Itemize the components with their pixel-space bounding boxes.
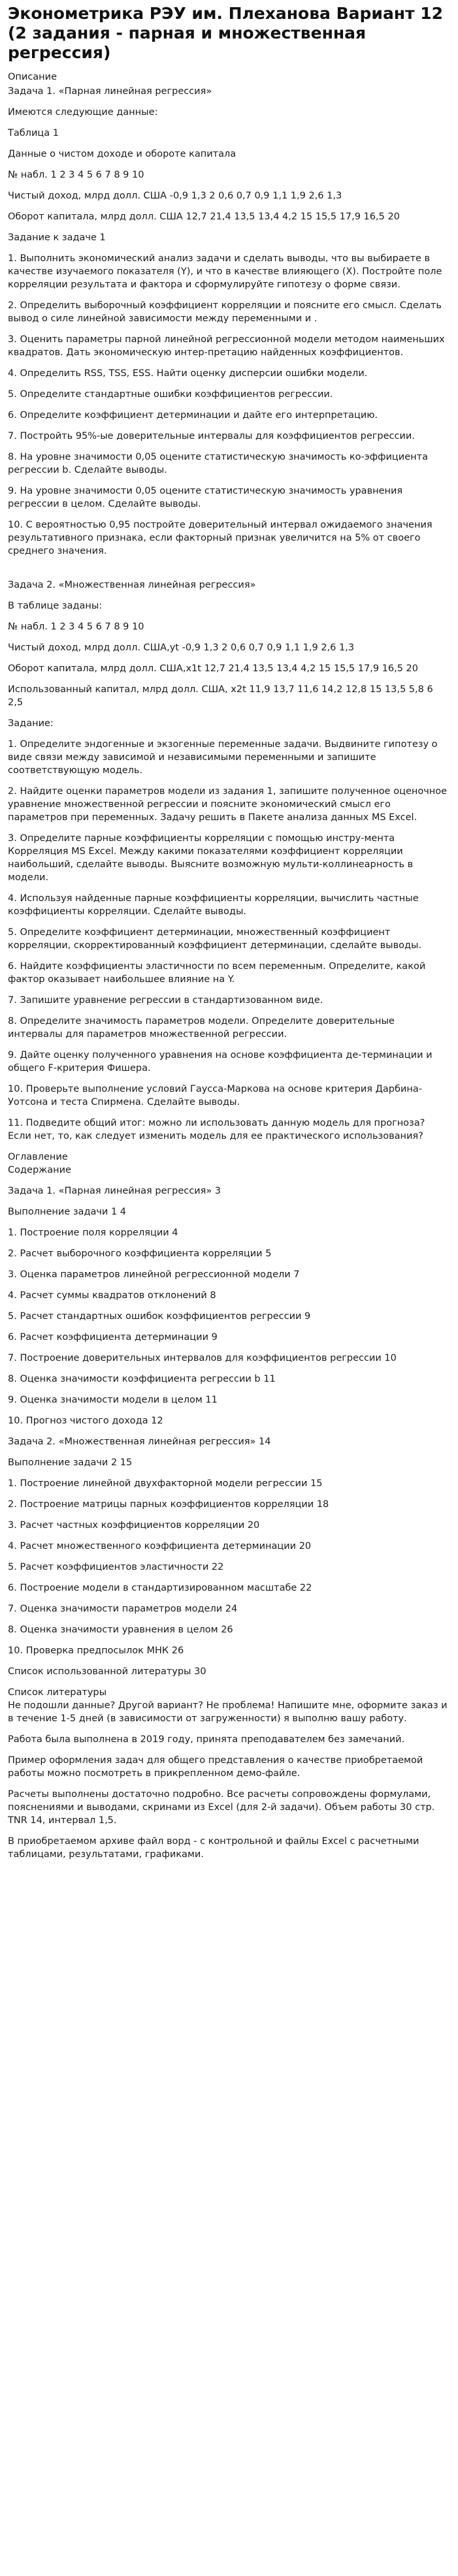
toc-item: 10. Проверка предпосылок МНК 26 (8, 1646, 184, 1656)
task2-item-1: 1. Определите эндогенные и экзогенные переменные задачи. Выдвините гипотезу о виде связи между зависимой и независимыми переменными и запишите соответствующую модель. (8, 739, 438, 776)
toc-item: 1. Построение линейной двухфакторной модели регрессии 15 (8, 1478, 323, 1489)
task2-item-8: 8. Определите значимость параметров модели. Определите доверительные интервалы для параметров множественной регрессии. (8, 1016, 395, 1040)
task1-item-9: 9. На уровне значимости 0,05 оцените статистическую значимость уравнения регрессии в целом. Сделайте выводы. (8, 486, 403, 509)
task1-item-5: 5. Определите стандартные ошибки коэффициентов регрессии. (8, 389, 333, 400)
task2-item-9: 9. Дайте оценку полученного уравнения на основе коэффициента де-терминации и общего F-критерия Фишера. (8, 1050, 433, 1073)
task2-assignment-heading: Задание: (8, 718, 54, 729)
task1-item-3: 3. Оценить параметры парной линейной регрессионной модели методом наименьших квадратов. Дать экономическую интер-претацию найденных коэффициентов. (8, 334, 445, 358)
task2-item-3: 3. Определите парные коэффициенты корреляции с помощью инстру-мента Корреляция MS Excel. Между какими показателями коэффициент корреляции наибольший, сделайте выводы. Выясните возможную мульти-коллинеарность в модели. (8, 833, 414, 883)
section-spacer (8, 565, 450, 579)
task2-item-5: 5. Определите коэффициент детерминации, множественный коэффициент корреляции, скорректированный коэффициент детерминации, сделайте выводы. (8, 927, 422, 951)
toc-item: Выполнение задачи 2 15 (8, 1457, 133, 1468)
footer-paragraph: Работа была выполнена в 2019 году, принята преподавателем без замечаний. (8, 1734, 405, 1745)
toc-item: Задача 1. «Парная линейная регрессия» 3 (8, 1186, 221, 1196)
toc-item: 3. Расчет частных коэффициентов корреляции 20 (8, 1520, 260, 1531)
toc-item: 5. Расчет стандартных ошибок коэффициентов регрессии 9 (8, 1311, 311, 1322)
task1-section (8, 85, 450, 558)
task2-item-10: 10. Проверьте выполнение условий Гаусса-Маркова на основе критерия Дарбина-Уотсона и теста Спирмена. Сделайте выводы. (8, 1084, 422, 1107)
toc-item: 7. Построение доверительных интервалов для коэффициентов регрессии 10 (8, 1353, 397, 1363)
task2-item-2: 2. Найдите оценки параметров модели из задания 1, запишите полученное оценочное уравнение множественной регрессии и поясните экономический смысл его параметров при переменных. Задачу решить в Пакете анализа данных MS Excel. (8, 786, 448, 823)
toc-outline-label: Оглавление (8, 1152, 68, 1162)
footer-paragraph: Не подошли данные? Другой вариант? Не проблема! Напишите мне, оформите заказ и в течение 1-5 дней (в зависимости от загруженности) я выполню вашу работу. (8, 1700, 448, 1724)
toc-item: 4. Расчет суммы квадратов отклонений 8 (8, 1290, 216, 1301)
task2-row-income: Чистый доход, млрд долл. США,yt -0,9 1,3 2 0,6 0,7 0,9 1,1 1,9 2,6 1,3 (8, 643, 355, 653)
task1-item-6: 6. Определите коэффициент детерминации и дайте его интерпретацию. (8, 410, 378, 421)
task2-row-capital: Оборот капитала, млрд долл. США,x1t 12,7 21,4 13,5 13,4 4,2 15 15,5 17,9 16,5 20 (8, 663, 419, 674)
footer-paragraph: В приобретаемом архиве файл ворд - с контрольной и файлы Excel с расчетными таблицами, результатами, графиками. (8, 1836, 419, 1860)
task2-row-n: № набл. 1 2 3 4 5 6 7 8 9 10 (8, 622, 144, 632)
task1-row-n: № набл. 1 2 3 4 5 6 7 8 9 10 (8, 170, 144, 180)
toc-item: Задача 2. «Множественная линейная регрессия» 14 (8, 1437, 271, 1447)
toc-item: Список использованной литературы 30 (8, 1666, 206, 1677)
toc-item: 10. Прогноз чистого дохода 12 (8, 1416, 163, 1426)
toc-section (8, 1151, 450, 1678)
task2-item-4: 4. Используя найденные парные коэффициенты корреляции, вычислить частные коэффициенты корреляции. Сделайте выводы. (8, 893, 419, 917)
footer-paragraph: Пример оформления задач для общего представления о качестве приобретаемой работы можно посмотреть в прикрепленном демо-файле. (8, 1755, 423, 1779)
task2-item-6: 6. Найдите коэффициенты эластичности по всем переменным. Определите, какой фактор оказывает наибольшее влияние на Y. (8, 961, 426, 985)
toc-item: Выполнение задачи 1 4 (8, 1207, 127, 1217)
toc-item: 1. Построение поля корреляции 4 (8, 1228, 178, 1238)
task1-intro: Имеются следующие данные: (8, 107, 158, 118)
toc-item: 8. Оценка значимости коэффициента регрессии b 11 (8, 1374, 276, 1384)
task1-heading: Задача 1. «Парная линейная регрессия» (8, 86, 212, 97)
task2-item-11: 11. Подведите общий итог: можно ли использовать данную модель для прогноза? Если нет, то, как следует изменить модель для ее практического использования? (8, 1118, 425, 1141)
task1-item-8: 8. На уровне значимости 0,05 оцените статистическую значимость ко-эффициента регрессии b. Сделайте выводы. (8, 452, 428, 475)
toc-item: 2. Построение матрицы парных коэффициентов корреляции 18 (8, 1499, 329, 1510)
toc-item: 6. Расчет коэффициента детерминации 9 (8, 1332, 218, 1343)
task1-row-capital: Оборот капитала, млрд долл. США 12,7 21,4 13,5 13,4 4,2 15 15,5 17,9 16,5 20 (8, 212, 400, 222)
task1-item-4: 4. Определить RSS, TSS, ESS. Найти оценку дисперсии ошибки модели. (8, 368, 368, 379)
toc-item: 6. Построение модели в стандартизированном масштабе 22 (8, 1583, 312, 1593)
task2-row-used: Использованный капитал, млрд долл. США, x2t 11,9 13,7 11,6 14,2 12,8 15 13,5 5,8 6 2,5 (8, 684, 433, 708)
footer-paragraph: Расчеты выполнены достаточно подробно. Все расчеты сопровождены формулами, пояснениями и выводами, скринами из Excel (для 2-й задачи). Объем работы 30 стр. TNR 14, интервал 1,5. (8, 1789, 435, 1826)
task1-item-1: 1. Выполнить экономический анализ задачи и сделать выводы, что вы выбираете в качестве изучаемого показателя (Y), и что в качестве влияющего (X). Постройте поле корреляции результата и фактора и сформулируйте гипотезу о форме связи. (8, 253, 442, 290)
footer-section (8, 1686, 450, 1861)
toc-contents-label: Содержание (8, 1165, 71, 1175)
task1-table-subcaption: Данные о чистом доходе и обороте капитала (8, 149, 237, 159)
task1-row-income: Чистый доход, млрд долл. США -0,9 1,3 2 0,6 0,7 0,9 1,1 1,9 2,6 1,3 (8, 191, 342, 201)
toc-item: 4. Расчет множественного коэффициента детерминации 20 (8, 1541, 312, 1551)
task1-item-2: 2. Определить выборочный коэффициент корреляции и поясните его смысл. Сделать вывод о силе линейной зависимости между переменными и . (8, 300, 442, 324)
task1-table-caption: Таблица 1 (8, 128, 59, 138)
document-title: Эконометрика РЭУ им. Плеханова Вариант 12 (2 задания - парная и множественная регрессия) (8, 4, 444, 62)
references-label: Список литературы (8, 1687, 107, 1698)
task2-item-7: 7. Запишите уравнение регрессии в стандартизованном виде. (8, 995, 323, 1006)
toc-item: 3. Оценка параметров линейной регрессионной модели 7 (8, 1269, 300, 1280)
toc-item: 2. Расчет выборочного коэффициента корреляции 5 (8, 1248, 272, 1259)
toc-item: 5. Расчет коэффициентов эластичности 22 (8, 1562, 224, 1572)
task1-assignment-heading: Задание к задаче 1 (8, 232, 106, 243)
task1-item-10: 10. С вероятностью 0,95 постройте доверительный интервал ожидаемого значения результативного признака, если факторный признак увеличится на 5% от своего среднего значения. (8, 520, 433, 556)
toc-item: 7. Оценка значимости параметров модели 24 (8, 1604, 238, 1614)
task2-intro: В таблице заданы: (8, 601, 103, 611)
toc-item: 9. Оценка значимости модели в целом 11 (8, 1395, 218, 1405)
task2-section (8, 579, 450, 1143)
description-label: Описание (8, 72, 57, 82)
task2-heading: Задача 2. «Множественная линейная регрессия» (8, 580, 256, 590)
task1-item-7: 7. Постройть 95%-ые доверительные интервалы для коэффициентов регрессии. (8, 431, 415, 441)
toc-item: 8. Оценка значимости уравнения в целом 26 (8, 1625, 233, 1635)
